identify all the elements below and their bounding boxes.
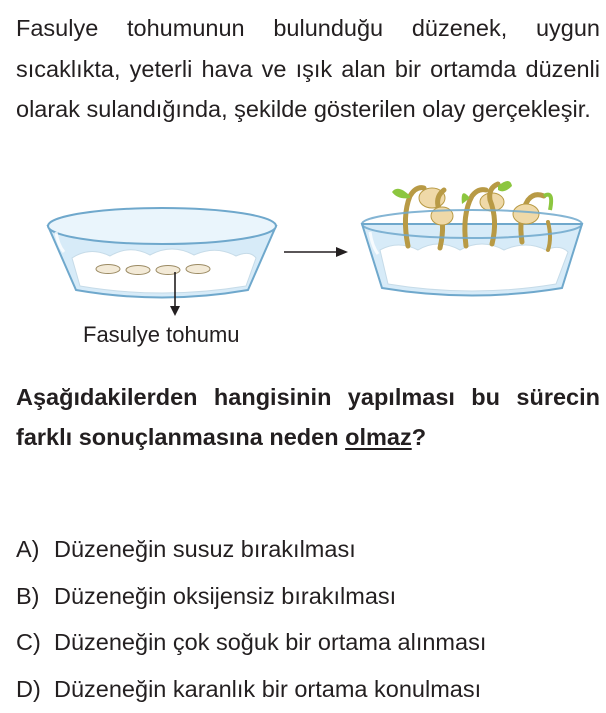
option-d[interactable] — [16, 666, 486, 713]
option-a[interactable] — [16, 526, 486, 573]
option-letter: A) — [16, 536, 40, 562]
question-underlined-word: olmaz — [345, 424, 412, 450]
option-letter: D) — [16, 675, 41, 702]
option-text: Düzeneğin susuz bırakılması — [54, 536, 356, 562]
option-letter: B) — [16, 582, 40, 609]
right-petri-dish — [362, 181, 582, 296]
seed-label: Fasulye tohumu — [83, 322, 240, 347]
option-text: Düzeneğin karanlık bir ortama konulması — [54, 675, 482, 702]
question-mark: ? — [411, 424, 427, 450]
answer-options — [16, 526, 486, 712]
question-text — [16, 377, 600, 457]
option-b[interactable] — [16, 573, 486, 620]
option-text: Düzeneğin oksijensiz bırakılması — [54, 582, 397, 609]
option-letter: C) — [16, 629, 41, 655]
process-arrow — [284, 247, 348, 257]
intro-paragraph: Fasulye tohumunun bulunduğu düzenek, uygun sıcaklıkta, yeterli hava ve ışık alan bir ortamda düzenli olarak sulandığında, şekilde gösterilen olay gerçekleşir. — [16, 15, 600, 122]
option-c[interactable] — [16, 619, 486, 666]
question-text-main: Aşağıdakilerden hangisinin yapılması bu sürecin farklı sonuçlanmasına neden — [16, 384, 600, 450]
left-petri-dish — [48, 208, 276, 298]
option-text: Düzeneğin çok soğuk bir ortama alınması — [54, 629, 487, 655]
